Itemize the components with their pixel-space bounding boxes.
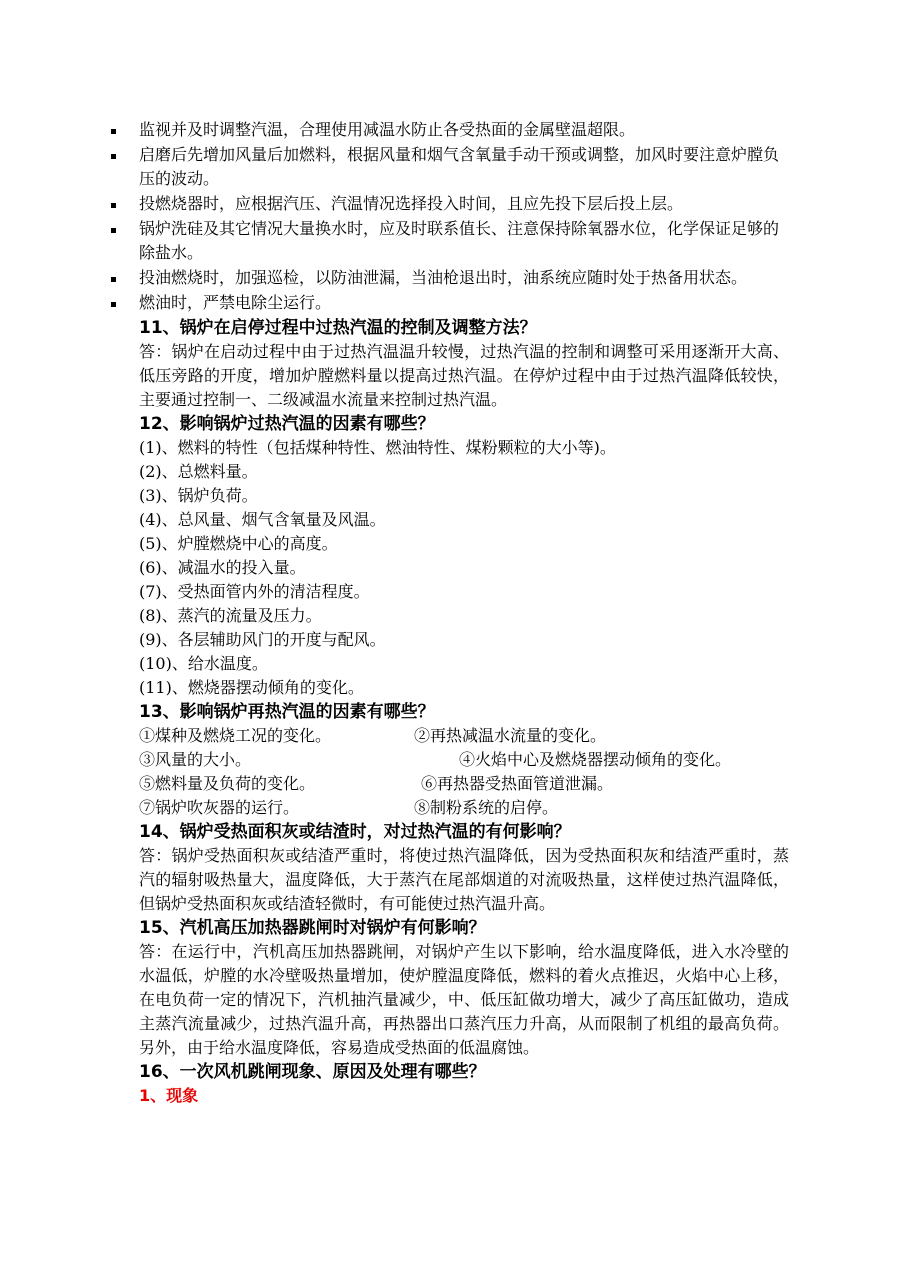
factor-row (109, 748, 789, 772)
bullet-item (109, 118, 789, 142)
question-14-answer: 答：锅炉受热面积灰或结渣严重时，将使过热汽温降低，因为受热面积灰和结渣严重时，蒸汽的辐射吸热量大，温度降低，大于蒸汽在尾部烟道的对流吸热量，这样使过热汽温降低，但锅炉受热面积灰或结渣轻微时，有可能使过热汽温升高。 (139, 846, 789, 913)
factor-item: ③风量的大小。 (139, 750, 252, 769)
factor-item: ⑥再热器受热面管道泄漏。 (421, 774, 614, 793)
section-phenomenon-heading: 1、现象 (139, 1086, 199, 1105)
question-12-heading: 12、影响锅炉过热汽温的因素有哪些？ (139, 414, 435, 434)
square-bullet-icon (111, 129, 116, 134)
list-item: (10)、给水温度。 (139, 654, 268, 673)
question-15-answer: 答：在运行中，汽机高压加热器跳闸，对锅炉产生以下影响，给水温度降低，进入水冷壁的水温低，炉膛的水冷壁吸热量增加，使炉膛温度降低，燃料的着火点推迟，火焰中心上移，在电负荷一定的情况下，汽机抽汽量减少，中、低压缸做功增大，减少了高压缸做功，造成主蒸汽流量减少，过热汽温升高，再热器出口蒸汽压力升高，从而限制了机组的最高负荷。另外，由于给水温度降低，容易造成受热面的低温腐蚀。 (139, 942, 789, 1057)
question-16-heading: 16、一次风机跳闸现象、原因及处理有哪些？ (139, 1062, 486, 1082)
factor-item: ⑦锅炉吹灰器的运行。 (139, 798, 300, 817)
list-item: (7)、受热面管内外的清洁程度。 (139, 582, 370, 601)
bullet-text: 投燃烧器时，应根据汽压、汽温情况选择投入时间，且应先投下层后投上层。 (139, 194, 684, 213)
bullet-item (109, 266, 789, 290)
bullet-item (109, 192, 789, 216)
question-11-answer: 答：锅炉在启动过程中由于过热汽温温升较慢，过热汽温的控制和调整可采用逐渐开大高、低压旁路的开度，增加炉膛燃料量以提高过热汽温。在停炉过程中由于过热汽温降低较快，主要通过控制一、二级减温水流量来控制过热汽温。 (139, 342, 789, 409)
factor-item: ②再热减温水流量的变化。 (414, 726, 607, 745)
document-content (109, 118, 789, 1108)
bullet-text: 启磨后先增加风量后加燃料，根据风量和烟气含氧量手动干预或调整，加风时要注意炉膛负压的波动。 (139, 145, 780, 188)
list-item: (4)、总风量、烟气含氧量及风温。 (139, 510, 386, 529)
question-13-heading: 13、影响锅炉再热汽温的因素有哪些？ (139, 702, 435, 722)
list-item: (1)、燃料的特性（包括煤种特性、燃油特性、煤粉颗粒的大小等)。 (139, 438, 616, 457)
list-item: (11)、燃烧器摆动倾角的变化。 (139, 678, 364, 697)
factor-item: ①煤种及燃烧工况的变化。 (139, 726, 332, 745)
bullet-text: 燃油时，严禁电除尘运行。 (139, 293, 332, 312)
bullet-text: 投油燃烧时，加强巡检，以防油泄漏，当油枪退出时，油系统应随时处于热备用状态。 (139, 268, 748, 287)
question-11-heading: 11、锅炉在启停过程中过热汽温的控制及调整方法？ (139, 318, 537, 338)
bullet-text: 监视并及时调整汽温，合理使用减温水防止各受热面的金属壁温超限。 (139, 120, 636, 139)
factor-row (109, 724, 789, 748)
list-item: (5)、炉膛燃烧中心的高度。 (139, 534, 338, 553)
bullet-item (109, 217, 789, 265)
list-item: (9)、各层辅助风门的开度与配风。 (139, 630, 386, 649)
factor-item: ⑧制粉系统的启停。 (414, 798, 559, 817)
bullet-item (109, 143, 789, 191)
square-bullet-icon (111, 228, 116, 233)
question-14-heading: 14、锅炉受热面积灰或结渣时，对过热汽温的有何影响？ (139, 822, 571, 842)
factor-row (109, 796, 789, 820)
bullet-item (109, 291, 789, 315)
factor-item: ④火焰中心及燃烧器摆动倾角的变化。 (459, 750, 732, 769)
question-15-heading: 15、汽机高压加热器跳闸时对锅炉有何影响？ (139, 918, 486, 938)
list-item: (2)、总燃料量。 (139, 462, 258, 481)
factor-row (109, 772, 789, 796)
square-bullet-icon (111, 154, 116, 159)
factor-item: ⑤燃料量及负荷的变化。 (139, 774, 316, 793)
list-item: (6)、减温水的投入量。 (139, 558, 306, 577)
square-bullet-icon (111, 203, 116, 208)
square-bullet-icon (111, 302, 116, 307)
square-bullet-icon (111, 277, 116, 282)
bullet-text: 锅炉洗硅及其它情况大量换水时，应及时联系值长、注意保持除氧器水位，化学保证足够的除盐水。 (139, 219, 780, 262)
list-item: (8)、蒸汽的流量及压力。 (139, 606, 322, 625)
list-item: (3)、锅炉负荷。 (139, 486, 258, 505)
